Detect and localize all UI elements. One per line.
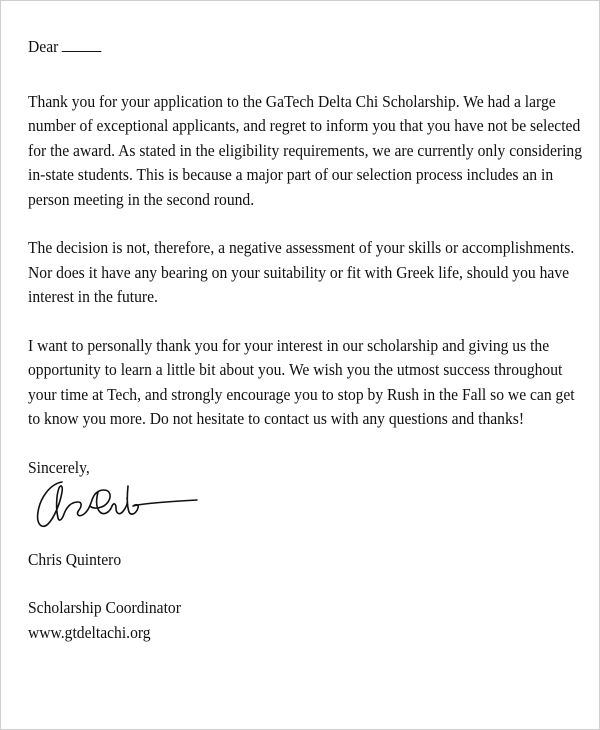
letter-body bbox=[28, 35, 583, 480]
closing: Sincerely, bbox=[28, 457, 90, 477]
greeting-line bbox=[28, 35, 543, 60]
paragraph-line: Nor does it have any bearing on your suitability or fit with Greek life, should you have bbox=[28, 262, 570, 282]
paragraph-line: in-state students. This is because a major part of our selection process includes an in bbox=[28, 165, 554, 184]
paragraph-line: to know you more. Do not hesitate to contact us with any questions and thanks! bbox=[28, 409, 525, 428]
greeting-text: Dear bbox=[28, 37, 59, 56]
paragraph-line: interest in the future. bbox=[28, 287, 158, 306]
signer-website: www.gtdeltachi.org bbox=[28, 622, 151, 642]
paragraph-line: your time at Tech, and strongly encourage you to stop by Rush in the Fall so we can get bbox=[28, 384, 575, 404]
paragraph-line: The decision is not, therefore, a negative assessment of your skills or accomplishments. bbox=[28, 238, 575, 257]
paragraph-line: number of exceptional applicants, and regret to inform you that you have not be selected bbox=[28, 116, 581, 135]
paragraph-line: opportunity to learn a little bit about you. We wish you the utmost success throughout bbox=[28, 360, 563, 379]
recipient-blank bbox=[62, 37, 101, 52]
signer-name: Chris Quintero bbox=[28, 550, 122, 569]
paragraph-line: for the award. As stated in the eligibility requirements, we are currently only considering bbox=[28, 140, 583, 160]
paragraph-line: I want to personally thank you for your interest in our scholarship and giving us the bbox=[28, 335, 550, 355]
paragraph-1 bbox=[28, 90, 583, 213]
signer-details bbox=[28, 596, 181, 645]
paragraph-line: person meeting in the second round. bbox=[28, 189, 255, 209]
paragraph-2 bbox=[28, 236, 575, 310]
paragraph-line: Thank you for your application to the GaTech Delta Chi Scholarship. We had a large bbox=[28, 91, 556, 111]
paragraph-3 bbox=[28, 334, 575, 432]
signer-title: Scholarship Coordinator bbox=[28, 598, 181, 617]
handwritten-signature bbox=[32, 474, 202, 544]
